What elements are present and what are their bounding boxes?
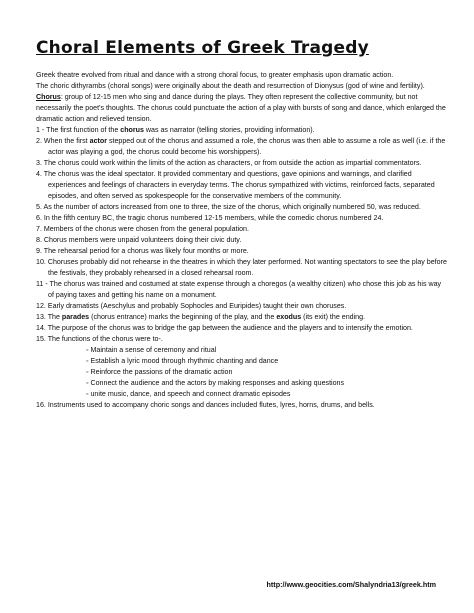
chorus-term: Chorus	[36, 93, 61, 101]
list-item	[36, 312, 448, 323]
list-item: 10. Choruses probably did not rehearse in the theatres in which they later performed. Not wanting spectators to see the play before the festivals, they probably rehearsed in a closed rehearsal room.	[36, 258, 447, 277]
function-bullet: ◦ Connect the audience and the actors by making responses and asking questions	[86, 379, 345, 387]
chorus-definition-text: : group of 12-15 men who sing and dance during the plays. They often represent the collective community, but not necessarily the poet's thoughts. The chorus could punctuate the action of a play with bursts of song and dance, which enlarged the dramatic action and relieved tension.	[36, 93, 446, 123]
item-bold-term: chorus	[120, 126, 144, 134]
list-item: 12. Early dramatists (Aeschylus and probably Sophocles and Euripides) taught their own choruses.	[36, 302, 347, 310]
source-url: http://www.geocities.com/Shalyndria13/greek.htm	[266, 580, 436, 589]
function-bullet: ◦ Establish a lyric mood through rhythmic chanting and dance	[86, 357, 279, 365]
list-item: 16. Instruments used to accompany choric songs and dances included flutes, lyres, horns, drums, and bells.	[36, 401, 375, 409]
intro-paragraph: Greek theatre evolved from ritual and dance with a strong choral focus, to greater emphasis upon dramatic action.	[36, 71, 394, 79]
list-item: 3. The chorus could work within the limits of the action as characters, or from outside the action as impartial commentators.	[36, 159, 422, 167]
list-item	[36, 125, 448, 136]
item-text: 13. The	[36, 313, 62, 321]
list-item	[36, 136, 448, 158]
item-text: stepped out of the chorus and assumed a role, the chorus was then able to assume a role as well (i.e. if the actor was playing a god, the chorus could become his worshippers).	[48, 137, 446, 156]
item-text: was as narrator (telling stories, providing information).	[143, 126, 315, 134]
list-item: 5. As the number of actors increased from one to three, the size of the chorus, which originally numbered 50, was reduced.	[36, 203, 421, 211]
chorus-definition	[36, 92, 448, 125]
page-title: Choral Elements of Greek Tragedy	[36, 38, 369, 58]
item-bold-term: exodus	[276, 313, 302, 321]
item-text: (its exit) the ending.	[301, 313, 366, 321]
item-text: 2. When the first	[36, 137, 90, 145]
item-bold-term: actor	[89, 137, 107, 145]
list-item: 4. The chorus was the ideal spectator. It provided commentary and questions, gave opinions and warnings, and clarified experiences and feelings of characters in everyday terms. The chorus sympathized with victims, reinforced facts, separated episodes, and often served as spokespeople for the conservative members of the community.	[36, 170, 435, 200]
item-text: (chorus entrance) marks the beginning of the play, and the	[89, 313, 277, 321]
intro-paragraph: The choric dithyrambs (choral songs) were originally about the death and resurrection of Dionysus (god of wine and fertility).	[36, 82, 425, 90]
list-item: 14. The purpose of the chorus was to bridge the gap between the audience and the players and to intensify the emotion.	[36, 324, 413, 332]
list-item: 8. Chorus members were unpaid volunteers doing their civic duty.	[36, 236, 242, 244]
function-bullet: ◦ unite music, dance, and speech and connect dramatic episodes	[86, 390, 291, 398]
item-bold-term: parades	[61, 313, 90, 321]
list-item: 7. Members of the chorus were chosen from the general population.	[36, 225, 249, 233]
list-item: 11 - The chorus was trained and costumed at state expense through a choregos (a wealthy citizen) who chose this job as his way of paying taxes and getting his name on a monument.	[36, 280, 442, 299]
list-item: 9. The rehearsal period for a chorus was likely four months or more.	[36, 247, 249, 255]
document-body	[36, 70, 448, 411]
item-text: 1 - The first function of the	[36, 126, 121, 134]
function-bullet: ◦ Reinforce the passions of the dramatic action	[86, 368, 233, 376]
function-bullet: ◦ Maintain a sense of ceremony and ritual	[86, 346, 217, 354]
list-item: 6. In the fifth century BC, the tragic chorus numbered 12-15 members, while the comedic chorus numbered 24.	[36, 214, 384, 222]
list-item: 15. The functions of the chorus were to-.	[36, 335, 163, 343]
